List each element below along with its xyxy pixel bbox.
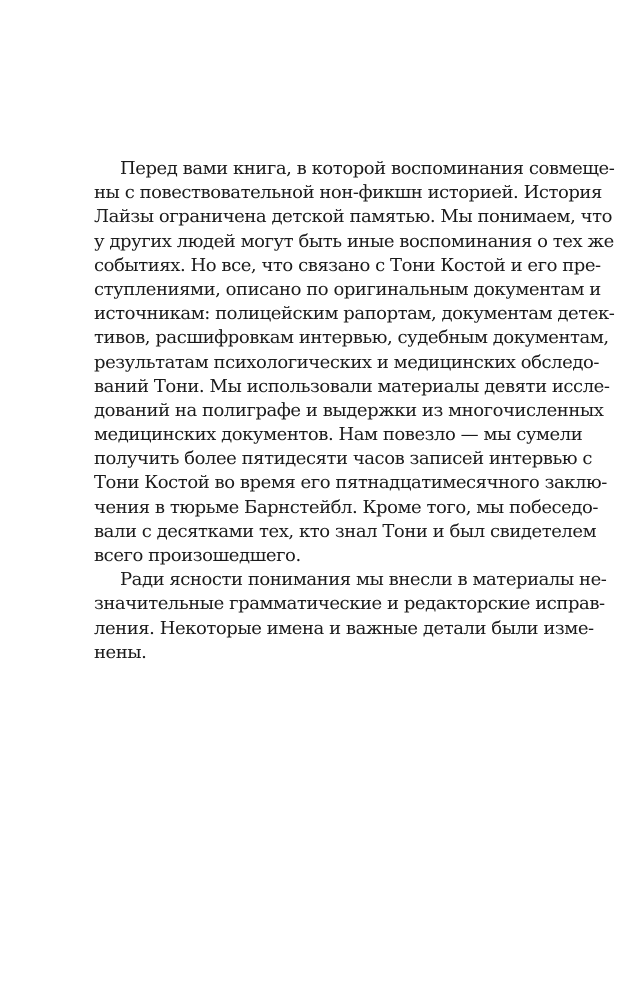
text-line: медицинских документов. Нам повезло — мы сумели [94,424,583,446]
text-line: результатам психологических и медицинских обследо- [94,351,600,373]
text-line: вали с десятками тех, кто знал Тони и был свидетелем [94,520,597,542]
text-line: нены. [94,641,147,663]
text-line: чения в тюрьме Барнстейбл. Кроме того, мы побеседо- [94,496,599,518]
text-line: событиях. Но все, что связано с Тони Костой и его пре- [94,254,601,276]
text-line: Тони Костой во время его пятнадцатимесячного заклю- [94,472,607,494]
text-line: Перед вами книга, в которой воспоминания совмеще- [120,158,615,179]
text-line: тивов, расшифровкам интервью, судебным документам, [94,327,609,349]
paragraph-sources [94,157,615,568]
text-line: источникам: полицейским рапортам, документам детек- [94,303,615,325]
text-line: Ради ясности понимания мы внесли в материалы не- [120,569,607,591]
text-line: ваний Тони. Мы использовали материалы девяти иссле- [94,375,610,397]
author-note-text [94,157,615,665]
text-line: ступлениями, описано по оригинальным документам и [94,278,601,300]
paragraph-edits [94,568,607,665]
text-line: Лайзы ограничена детской памятью. Мы понимаем, что [94,206,613,228]
text-line: ления. Некоторые имена и важные детали были изме- [94,617,594,639]
text-line: ны с повествовательной нон-фикшн историей. История [94,182,602,204]
text-line: значительные грамматические и редакторские исправ- [94,593,605,615]
text-line: получить более пятидесяти часов записей интервью с [94,448,592,470]
text-line: у других людей могут быть иные воспоминания о тех же [94,230,614,252]
text-line: всего произошедшего. [94,545,301,566]
text-line: дований на полиграфе и выдержки из многочисленных [94,399,604,421]
